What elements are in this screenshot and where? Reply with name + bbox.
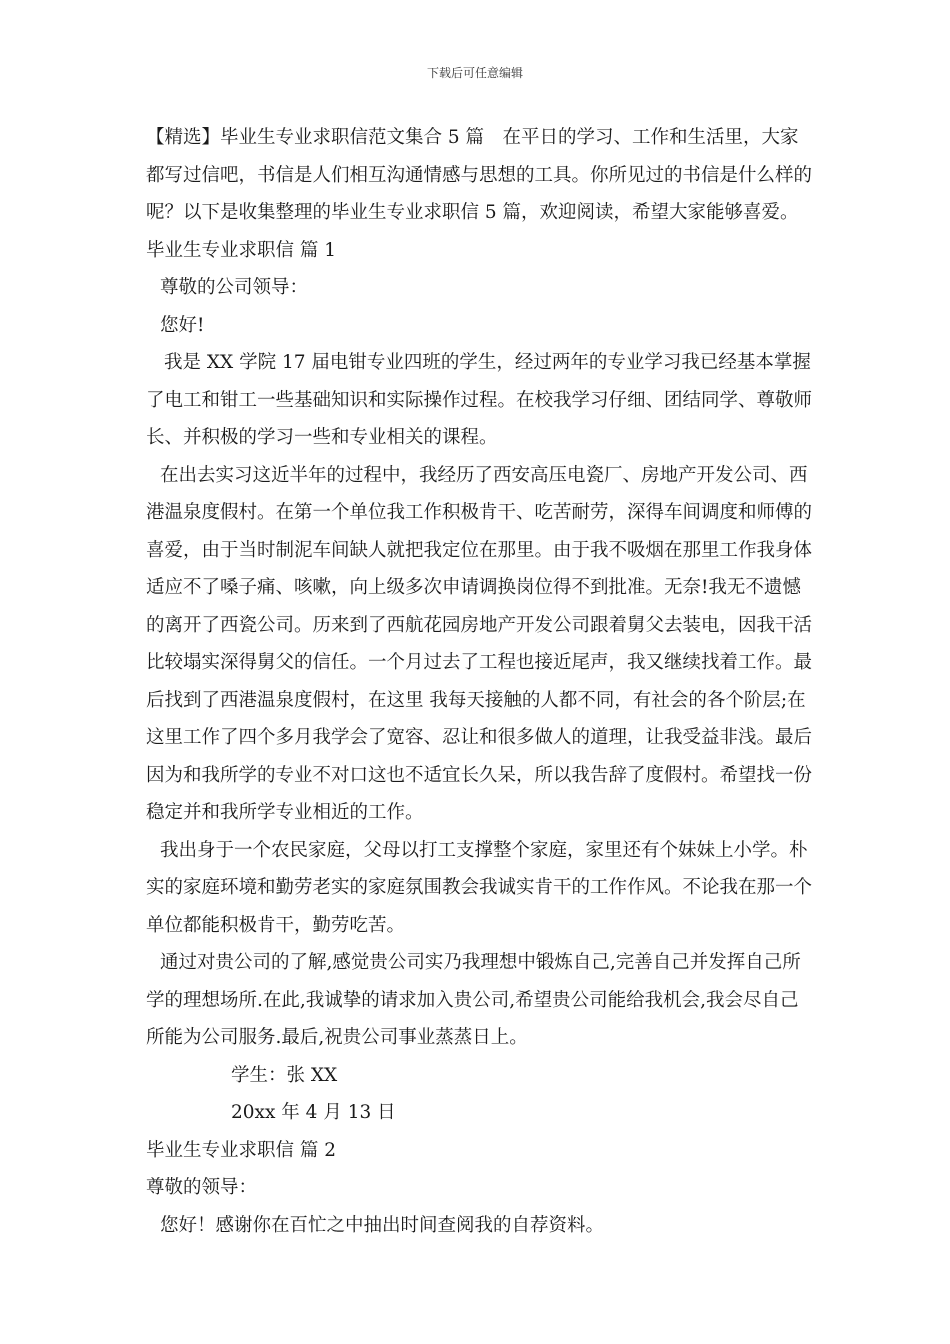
letter2-title: 毕业生专业求职信 篇 2 <box>146 1139 337 1161</box>
letter1-paragraph-1: 我是 XX 学院 17 届电钳专业四班的学生，经过两年的专业学习我已经基本掌握了电工和钳工一些基础知识和实际操作过程。在校我学习仔细、团结同学、尊敬师长、并积极的学习一些和专业相关的课程。 <box>146 352 813 448</box>
letter1-signature: 学生：张 XX <box>231 1064 338 1086</box>
intro-paragraph: 【精选】毕业生专业求职信范文集合 5 篇 在平日的学习、工作和生活里，大家都写过信吧，书信是人们相互沟通情感与思想的工具。你所见过的书信是什么样的呢？以下是收集整理的毕业生专业求职信 5 篇，欢迎阅读，希望大家能够喜爱。毕业生专业求职信 篇 1 <box>146 127 813 261</box>
letter2-salutation: 尊敬的领导： <box>146 1177 258 1198</box>
letter2-opening: 您好！感谢你在百忙之中抽出时间查阅我的自荐资料。 <box>160 1214 605 1236</box>
document-body <box>146 119 812 1244</box>
page-header-note: 下载后可任意编辑 <box>426 66 523 80</box>
letter1-paragraph-4: 通过对贵公司的了解,感觉贵公司实乃我理想中锻炼自己,完善自己并发挥自己所学的理想场所.在此,我诚挚的请求加入贵公司,希望贵公司能给我机会,我会尽自己所能为公司服务.最后,祝贵公司事业蒸蒸日上。 <box>146 952 801 1048</box>
letter1-date: 20xx 年 4 月 13 日 <box>231 1102 396 1123</box>
letter1-paragraph-2: 在出去实习这近半年的过程中，我经历了西安高压电瓷厂、房地产开发公司、西港温泉度假村。在第一个单位我工作积极肯干、吃苦耐劳，深得车间调度和师傅的喜爱，由于当时制泥车间缺人就把我定位在那里。由于我不吸烟在那里工作我身体适应不了嗓子痛、咳嗽，向上级多次申请调换岗位得不到批准。无奈!我无不遗憾的离开了西瓷公司。历来到了西航花园房地产开发公司跟着舅父去装电，因我干活比较塌实深得舅父的信任。一个月过去了工程也接近尾声，我又继续找着工作。最后找到了西港温泉度假村，在这里 我每天接触的人都不同，有社会的各个阶层;在这里工作了四个多月我学会了宽容、忍让和很多做人的道理，让我受益非浅。最后因为和我所学的专业不对口这也不适宜长久呆，所以我告辞了度假村。希望找一份稳定并和我所学专业相近的工作。 <box>146 464 813 823</box>
letter1-paragraph-3: 我出身于一个农民家庭，父母以打工支撑整个家庭，家里还有个妹妹上小学。朴实的家庭环境和勤劳老实的家庭氛围教会我诚实肯干的工作作风。不论我在那一个单位都能积极肯干，勤劳吃苦。 <box>146 839 813 936</box>
letter1-salutation: 尊敬的公司领导： <box>160 277 309 298</box>
letter1-greeting: 您好! <box>160 314 205 336</box>
